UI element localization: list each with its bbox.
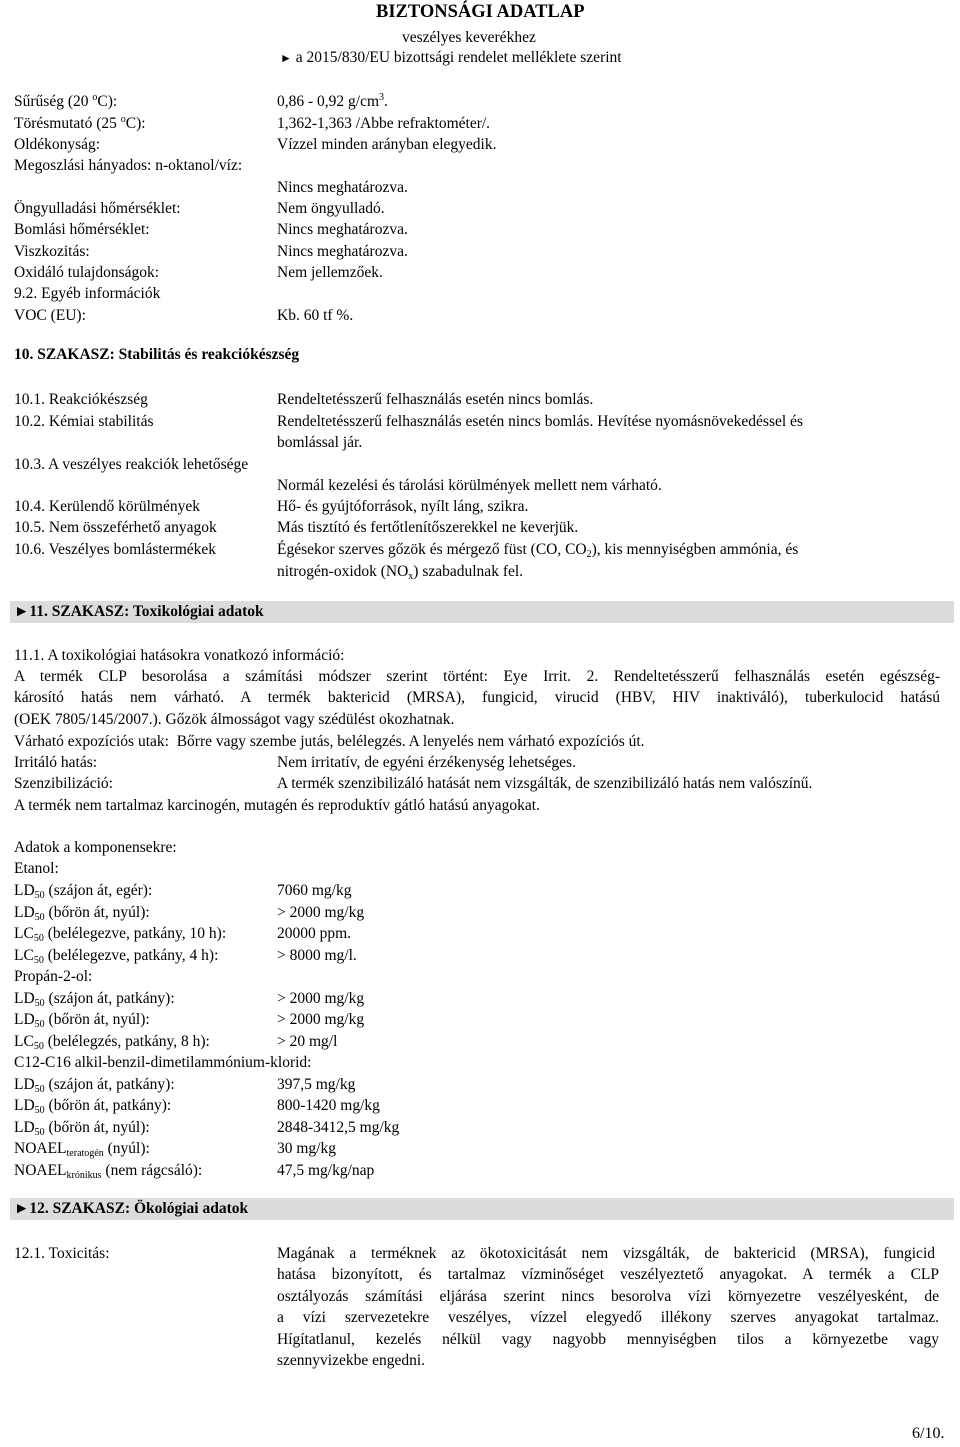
- voc-value: Kb. 60 tf %.: [277, 307, 354, 324]
- toxicity-label: 12.1. Toxicitás:: [14, 1245, 110, 1262]
- irritation-label: Irritáló hatás:: [14, 754, 98, 771]
- hazardous-reactions-label: 10.3. A veszélyes reakciók lehetősége: [14, 456, 249, 473]
- arrow-icon: ►: [280, 51, 292, 65]
- irritation-value: Nem irritatív, de egyéni érzékenység lehetséges.: [277, 754, 576, 771]
- section-10-heading: 10. SZAKASZ: Stabilitás és reakciókészség: [14, 346, 300, 363]
- incompatible-materials-value: Más tisztító és fertőtlenítőszerekkel ne keverjük.: [277, 519, 579, 536]
- solubility-value: Vízzel minden arányban elegyedik.: [277, 136, 497, 153]
- oxidizing-label: Oxidáló tulajdonságok:: [14, 264, 160, 281]
- refractive-index-value: 1,362-1,363 /Abbe refraktométer/.: [277, 115, 491, 132]
- sensitization-value: A termék szenzibilizáló hatását nem vizsgálták, de szenzibilizáló hatás nem valószínű.: [277, 775, 813, 792]
- toxicology-para-line1: A termék CLP besorolása a számítási módszer szerint történt: Eye Irrit. 2. Rendeltetésszerű felhasználás esetén egészség-: [14, 668, 940, 685]
- density-value: 0,86 - 0,92 $g/cm^3$.: [277, 92, 388, 110]
- section-12-heading: ►12. SZAKASZ: Ökológiai adatok: [10, 1198, 954, 1220]
- decomposition-value: Nincs meghatározva.: [277, 221, 408, 238]
- decomposition-products-value: Égésekor szerves gőzök és mérgező füst (CO, $CO_2$), kis mennyiségben ammónia, és: [277, 541, 799, 560]
- chemical-stability-value: Rendeltetésszerű felhasználás esetén nincs bomlás. Hevítése nyomásnövekedéssel és: [277, 413, 803, 430]
- section-11-heading: ►11. SZAKASZ: Toxikológiai adatok: [10, 601, 954, 623]
- document-page: BIZTONSÁGI ADATLAP veszélyes keverékhez ► a 2015/830/EU bizottsági rendelet melléklete szerint Sűrűség (20 $^o$C): 0,86 - 0,92 $g/cm^3$. Törésmutató (25 $^o$C): 1,362-1,363 /Abbe refraktométer/. Oldékonyság: Vízzel minden arányban elegyedik. Megoszlási hányados: n-oktanol/víz: Nincs meghatározva. Öngyulladási hőmérséklet: Nem öngyulladó. Bomlási hőmérséklet: Nincs meghatározva. Viszkozitás: Nincs meghatározva. Oxidáló tulajdonságok: Nem jellemzőek. 9.2. Egyéb információk VOC (EU): Kb. 60 tf %. 10. SZAKASZ: Stabilitás és reakciókészség 10.1. Reakciókészség Rendeltetésszerű felhasználás esetén nincs bomlás. 10.2. Kémiai stabilitás Rendeltetésszerű felhasználás esetén nincs bomlás. Hevítése nyomásnövekedéssel és bomlással jár. 10.3. A veszélyes reakciók lehetősége Normál kezelési és tárolási körülmények mellett nem várható. 10.4. Kerülendő körülmények Hő- és gyújtóforrások, nyílt láng, szikra. 10.5. Nem összeférhető anyagok Más tisztító és fertőtlenítőszerekkel ne keverjük. 10.6. Veszélyes bomlástermékek Égésekor szerves gőzök és mérgező füst (CO, $CO_2$), kis mennyiségben ammónia, és nitrogén-oxidok $(NO_x)$ szabadulnak fel. ►11. SZAKASZ: Toxikológiai adatok 11.1. A toxikológiai hatásokra vonatkozó információ: A termék CLP besorolása a számítási módszer szerint történt: Eye Irrit. 2. Rendeltetésszerű felhasználás esetén egészség- károsító hatás nem várható. A termék baktericid (MRSA), fungicid, virucid (HBV, HIV inaktiváló), tuberkulocid hatású (OEK 7805/145/2007.). Gőzök álmosságot vagy szédülést okozhatnak. Várható expozíciós utak: Bőrre vagy szembe jutás, belélegzés. A lenyelés nem várható expozíciós út. Irritáló hatás: Nem irritatív, de egyéni érzékenység lehetséges. Szenzibilizáció: A termék szenzibilizáló hatását nem vizsgálták, de szenzibilizáló hatás nem valószínű. A termék nem tartalmaz karcinogén, mutagén és reproduktív gátló hatású anyagokat. Adatok a komponensekre: Etanol: $LD_{50}$ (szájon át, egér): 7060 mg/kg $LD_{50}$ (bőrön át, nyúl): > 2000 mg/kg $LC_{50}$ (belélegezve, patkány, 10 h): 20000 ppm. $LC_{50}$ (belélegezve, patkány, 4 h): > 8000 mg/l. Propán-2-ol: $LD_{50}$ (szájon át, patkány): > 2000 mg/kg $LD_{50}$ (bőrön át, nyúl): > 2000 mg/kg $LC_{50}$ (belélegzés, patkány, 8 h): > 20 mg/l C12-C16 alkil-benzil-dimetilammónium-klorid: $LD_{50}$ (szájon át, patkány): 397,5 mg/kg $LD_{50}$ (bőrön át, patkány): 800-1420 mg/kg $LD_{50}$ (bőrön át, nyúl): 2848-3412,5 mg/kg NOAELteratogén (nyúl): 30 mg/kg NOAELkrónikus (nem rágcsáló): 47,5 mg/kg/nap ►12. SZAKASZ: Ökológiai adatok 12.1. Toxicitás: Magának a terméknek az ökotoxicitását nem vizsgálták, de baktericid (MRSA), fungicid hatása bizonyított, és tartalmaz vízminőséget veszélyeztető anyagokat. A termék a CLP osztályozás számítási eljárása szerint nincs besorolva vízi környezetre veszélyesként, de a vízi szervezetekre veszélyes, vízzel elegyedő illékony szerves anyagokat tartalmaz. Hígítatlanul, kezelés nélkül vagy nagyobb mennyiségben tilos a környezetbe vagy szennyvizekbe engedni. 6/10.: [0, 0, 960, 1447]
- document-subtitle: veszélyes keverékhez: [402, 29, 536, 46]
- regulation-reference: ► a 2015/830/EU bizottsági rendelet melléklete szerint: [280, 49, 622, 66]
- decomposition-products-label: 10.6. Veszélyes bomlástermékek: [14, 541, 217, 558]
- solubility-label: Oldékonyság:: [14, 136, 101, 153]
- arrow-icon: ►: [14, 1200, 30, 1217]
- viscosity-label: Viszkozitás:: [14, 243, 90, 260]
- ignition-label: Öngyulladási hőmérséklet:: [14, 200, 181, 217]
- toxicity-line5: Hígítatlanul, kezelés nélkül vagy nagyobb mennyiségben tilos a környezetbe vagy: [277, 1331, 939, 1348]
- hazardous-reactions-value: Normál kezelési és tárolási körülmények mellett nem várható.: [277, 477, 662, 494]
- reactivity-label: 10.1. Reakciókészség: [14, 391, 148, 408]
- incompatible-materials-label: 10.5. Nem összeférhető anyagok: [14, 519, 217, 536]
- conditions-to-avoid-value: Hő- és gyújtóforrások, nyílt láng, szikra.: [277, 498, 529, 515]
- partition-value: Nincs meghatározva.: [277, 179, 408, 196]
- viscosity-value: Nincs meghatározva.: [277, 243, 408, 260]
- conditions-to-avoid-label: 10.4. Kerülendő körülmények: [14, 498, 200, 515]
- toxicity-line4: a vízi szervezetekre veszélyes, vízzel elegyedő illékony szerves anyagokat tartalmaz.: [277, 1309, 939, 1326]
- refractive-index-label: Törésmutató (25 $^o$C):: [14, 114, 146, 132]
- density-label: Sűrűség (20 $^o$C):: [14, 92, 118, 110]
- toxicity-line3: osztályozás számítási eljárása szerint nincs besorolva vízi környezetre veszélyesként, de: [277, 1288, 939, 1305]
- page-number: 6/10.: [912, 1425, 945, 1442]
- decomposition-label: Bomlási hőmérséklet:: [14, 221, 150, 238]
- arrow-icon: ►: [14, 603, 30, 620]
- document-title: BIZTONSÁGI ADATLAP: [376, 2, 585, 22]
- reactivity-value: Rendeltetésszerű felhasználás esetén nincs bomlás.: [277, 391, 594, 408]
- toxicology-para-line2: károsító hatás nem várható. A termék baktericid (MRSA), fungicid, virucid (HBV, HIV inaktiváló), tuberkulocid hatású: [14, 689, 940, 706]
- toxicity-line6: szennyvizekbe engedni.: [277, 1352, 426, 1369]
- oxidizing-value: Nem jellemzőek.: [277, 264, 383, 281]
- toxicology-para-line3: (OEK 7805/145/2007.). Gőzök álmosságot vagy szédülést okozhatnak.: [14, 711, 455, 728]
- ignition-value: Nem öngyulladó.: [277, 200, 385, 217]
- sensitization-label: Szenzibilizáció:: [14, 775, 113, 792]
- toxicity-line1: Magának a terméknek az ökotoxicitását nem vizsgálták, de baktericid (MRSA), fungicid: [277, 1245, 935, 1262]
- voc-label: VOC (EU):: [14, 307, 86, 324]
- chemical-stability-label: 10.2. Kémiai stabilitás: [14, 413, 154, 430]
- toxicity-line2: hatása bizonyított, és tartalmaz vízminőséget veszélyeztető anyagokat. A termék a CLP: [277, 1266, 939, 1283]
